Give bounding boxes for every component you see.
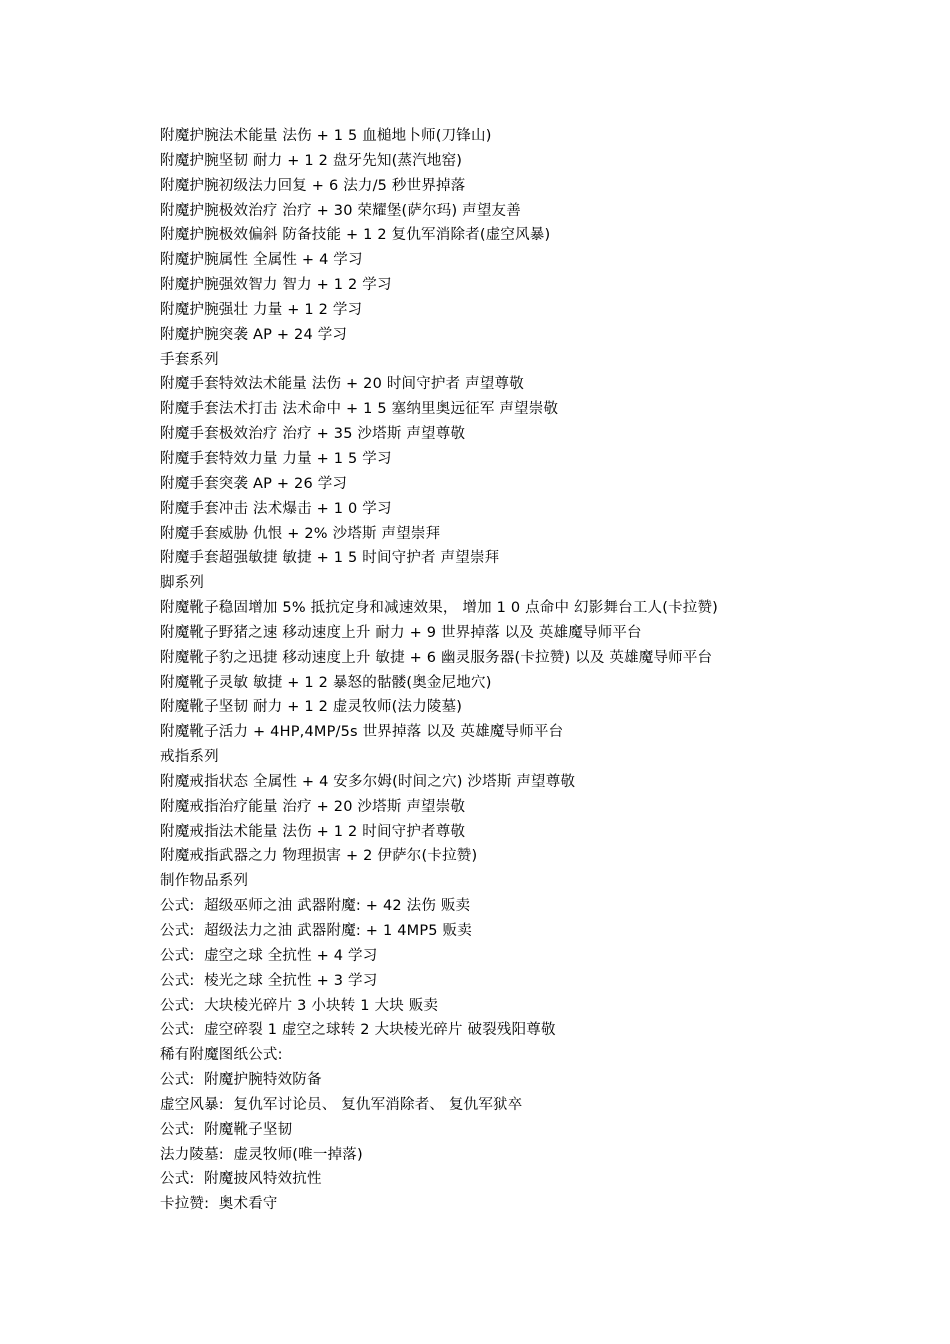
- text-line: 公式: 虚空之球 全抗性 + 4 学习: [160, 947, 378, 964]
- text-line: 附魔护腕法术能量 法伤 + 1 5 血槌地卜师(刀锋山): [160, 128, 492, 144]
- text-line: 附魔靴子灵敏 敏捷 + 1 2 暴怒的骷髅(奥金尼地穴): [160, 674, 492, 691]
- text-line: 公式: 虚空碎裂 1 虚空之球转 2 大块棱光碎片 破裂残阳尊敬: [160, 1022, 556, 1039]
- text-line: 附魔手套法术打击 法术命中 + 1 5 塞纳里奥远征军 声望崇敬: [160, 401, 559, 418]
- text-line: 附魔戒指法术能量 法伤 + 1 2 时间守护者尊敬: [160, 823, 466, 840]
- text-line: 附魔手套特效力量 力量 + 1 5 学习: [160, 450, 392, 467]
- text-line: 附魔护腕强效智力 智力 + 1 2 学习: [160, 277, 392, 294]
- text-line: 公式: 棱光之球 全抗性 + 3 学习: [160, 972, 378, 989]
- text-line: 公式: 附魔护腕特效防备: [160, 1072, 322, 1089]
- text-line: 附魔戒指状态 全属性 + 4 安多尔姆(时间之穴) 沙塔斯 声望尊敬: [160, 773, 576, 790]
- text-line: 附魔护腕坚韧 耐力 + 1 2 盘牙先知(蒸汽地窑): [160, 152, 463, 169]
- text-line: 虚空风暴: 复仇军讨论员、 复仇军消除者、 复仇军狱卒: [160, 1096, 523, 1113]
- text-line: 手套系列: [160, 351, 219, 368]
- text-line: 公式: 大块棱光碎片 3 小块转 1 大块 贩卖: [160, 997, 439, 1014]
- text-line: 附魔护腕极效偏斜 防备技能 + 1 2 复仇军消除者(虚空风暴): [160, 227, 551, 244]
- text-line: 附魔戒指治疗能量 治疗 + 20 沙塔斯 声望崇敬: [160, 798, 466, 815]
- text-line: 附魔护腕属性 全属性 + 4 学习: [160, 252, 363, 269]
- text-line: 附魔护腕初级法力回复 + 6 法力/5 秒世界掉落: [160, 177, 466, 194]
- text-line: 公式: 附魔靴子坚韧: [160, 1121, 293, 1138]
- text-line: 附魔靴子坚韧 耐力 + 1 2 虚灵牧师(法力陵墓): [160, 699, 463, 716]
- text-line: 附魔靴子野猪之速 移动速度上升 耐力 + 9 世界掉落 以及 英雄魔导师平台: [160, 624, 642, 641]
- text-line: 附魔靴子稳固增加 5% 抵抗定身和减速效果， 增加 1 0 点命中 幻影舞台工人(卡拉赞): [160, 600, 719, 617]
- text-line: 附魔靴子活力 + 4HP,4MP/5s 世界掉落 以及 英雄魔导师平台: [160, 724, 564, 741]
- text-line: 附魔护腕突袭 AP + 24 学习: [160, 326, 348, 343]
- text-line: 法力陵墓: 虚灵牧师(唯一掉落): [160, 1146, 363, 1163]
- text-line: 附魔手套威胁 仇恨 + 2% 沙塔斯 声望崇拜: [160, 525, 441, 542]
- text-line: 附魔手套突袭 AP + 26 学习: [160, 475, 348, 492]
- text-line: 戒指系列: [160, 749, 219, 766]
- text-line: 附魔戒指武器之力 物理损害 + 2 伊萨尔(卡拉赞): [160, 848, 478, 865]
- text-line: 公式: 附魔披风特效抗性: [160, 1171, 322, 1188]
- text-line: 附魔靴子豹之迅捷 移动速度上升 敏捷 + 6 幽灵服务器(卡拉赞) 以及 英雄魔导师平台: [160, 649, 713, 666]
- text-line: 附魔护腕极效治疗 治疗 + 30 荣耀堡(萨尔玛) 声望友善: [160, 202, 521, 219]
- text-line: 公式: 超级巫师之油 武器附魔: + 42 法伤 贩卖: [160, 898, 471, 915]
- text-line: 附魔手套特效法术能量 法伤 + 20 时间守护者 声望尊敬: [160, 376, 524, 393]
- text-line: 附魔护腕强壮 力量 + 1 2 学习: [160, 301, 363, 318]
- text-line: 附魔手套极效治疗 治疗 + 35 沙塔斯 声望尊敬: [160, 426, 466, 443]
- text-line: 附魔手套超强敏捷 敏捷 + 1 5 时间守护者 声望崇拜: [160, 550, 500, 567]
- text-line: 脚系列: [160, 575, 205, 592]
- text-line: 稀有附魔图纸公式:: [160, 1047, 283, 1064]
- document-body: [160, 124, 920, 1217]
- text-line: 公式: 超级法力之油 武器附魔: + 1 4MP5 贩卖: [160, 923, 472, 939]
- text-line: 附魔手套冲击 法术爆击 + 1 0 学习: [160, 500, 392, 517]
- text-line: 制作物品系列: [160, 873, 249, 890]
- text-line: 卡拉赞: 奥术看守: [160, 1196, 278, 1213]
